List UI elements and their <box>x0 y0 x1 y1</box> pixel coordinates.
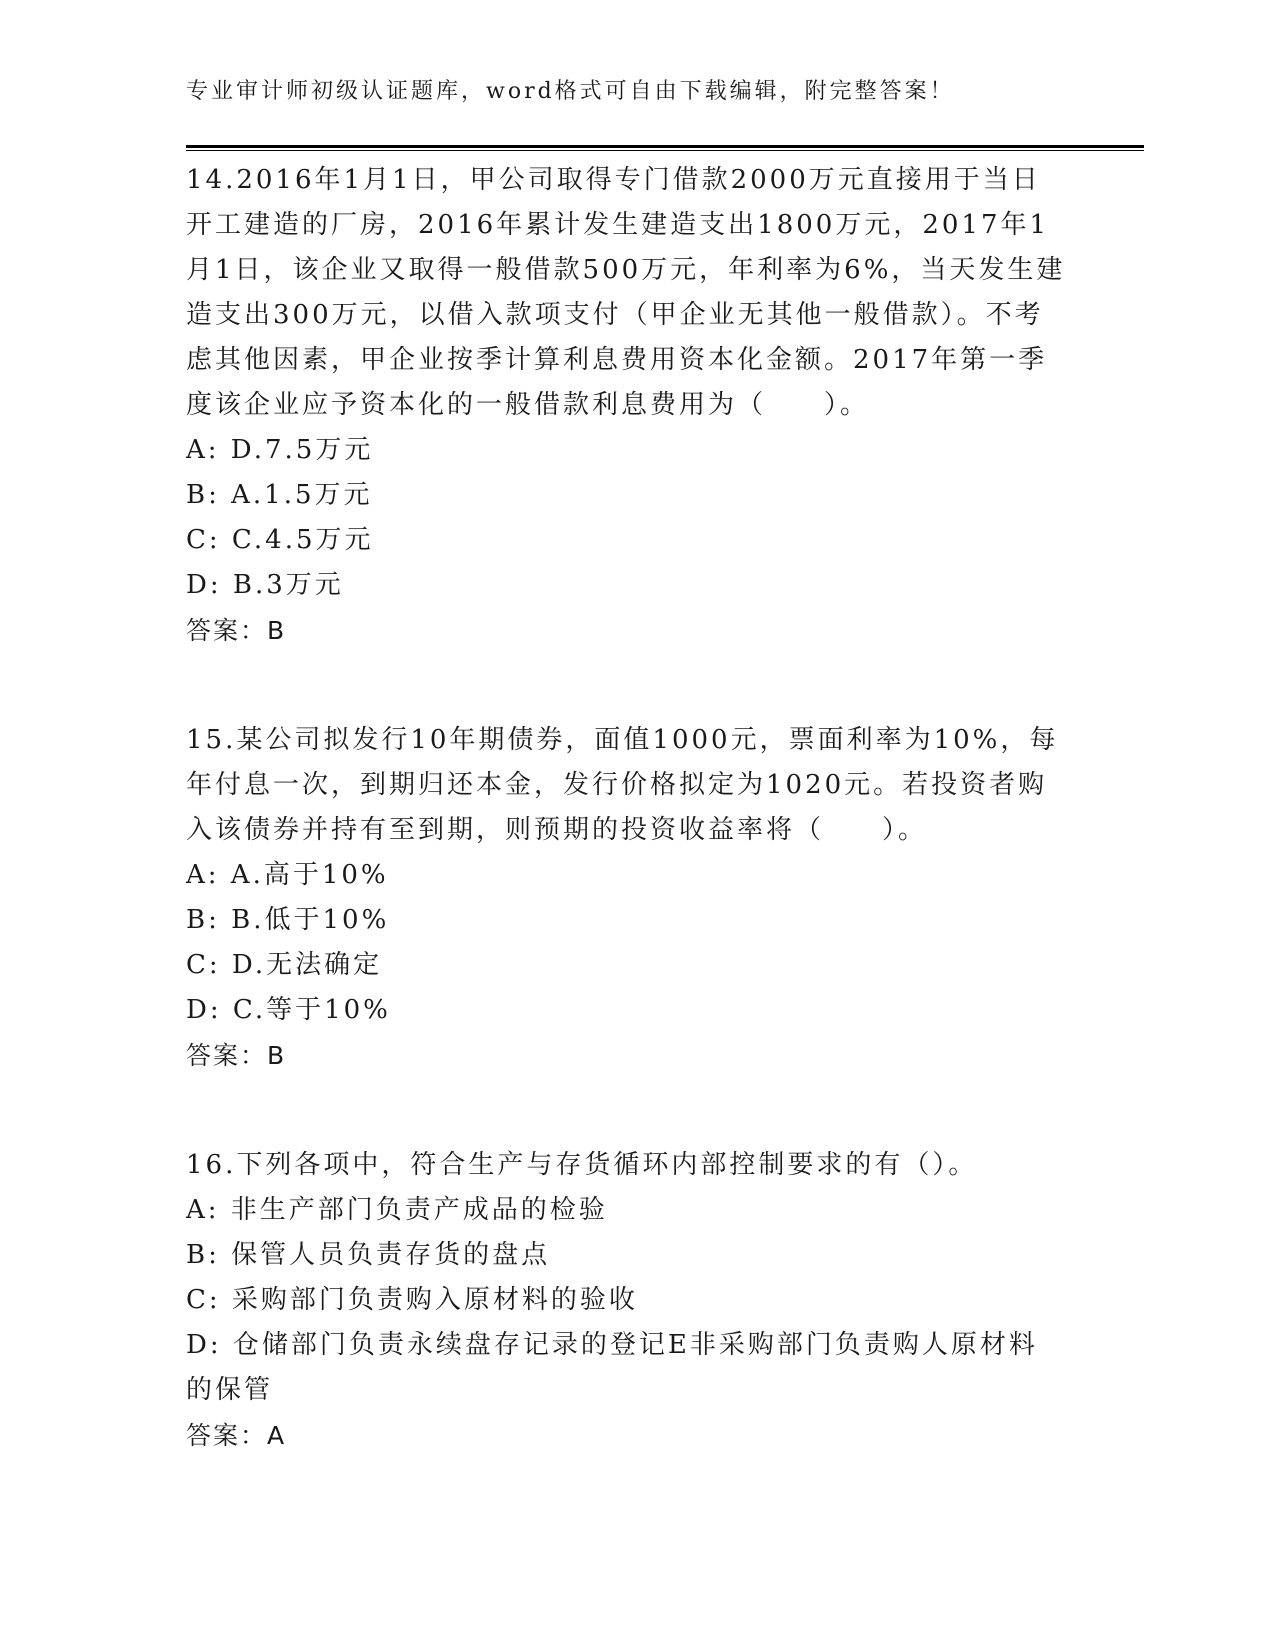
question-spacer <box>186 1078 1066 1143</box>
header-rule-thick <box>186 145 1144 148</box>
header-rule-thin <box>186 150 1144 151</box>
option-a: A: 非生产部门负责产成品的检验 <box>186 1195 608 1225</box>
question-text: 16.下列各项中，符合生产与存货循环内部控制要求的有（）。 <box>186 1150 978 1180</box>
option-b: B: A.1.5万元 <box>186 480 373 510</box>
option-b: B: 保管人员负责存货的盘点 <box>186 1240 551 1270</box>
option-d: D: B.3万元 <box>186 570 344 600</box>
option-a: A: A.高于10% <box>186 860 389 890</box>
question-list <box>186 158 1066 1458</box>
answer: 答案：A <box>186 1421 287 1450</box>
question-16 <box>186 1143 1066 1458</box>
option-c: C: C.4.5万元 <box>186 525 374 555</box>
option-c: C: D.无法确定 <box>186 950 383 980</box>
answer: 答案：B <box>186 1041 287 1070</box>
option-c: C: 采购部门负责购入原材料的验收 <box>186 1285 638 1315</box>
question-text: 14.2016年1月1日，甲公司取得专门借款2000万元直接用于当日开工建造的厂房，2016年累计发生建造支出1800万元，2017年1月1日，该企业又取得一般借款500万元，年利率为6%，当天发生建造支出300万元，以借入款项支付（甲企业无其他一般借款）。不考虑其他因素，甲企业按季计算利息费用资本化金额。2017年第一季度该企业应予资本化的一般借款利息费用为（ ）。 <box>186 165 1066 420</box>
option-d: D: 仓储部门负责永续盘存记录的登记E非采购部门负责购人原材料的保管 <box>186 1330 1038 1405</box>
question-14 <box>186 158 1066 653</box>
page-header: 专业审计师初级认证题库，word格式可自由下载编辑，附完整答案！ <box>186 79 955 104</box>
answer: 答案：B <box>186 616 287 645</box>
question-spacer <box>186 653 1066 718</box>
option-d: D: C.等于10% <box>186 995 391 1025</box>
question-text: 15.某公司拟发行10年期债券，面值1000元，票面利率为10%，每年付息一次，到期归还本金，发行价格拟定为1020元。若投资者购入该债券并持有至到期，则预期的投资收益率将（ ）。 <box>186 725 1059 845</box>
option-b: B: B.低于10% <box>186 905 390 935</box>
question-15 <box>186 718 1066 1078</box>
option-a: A: D.7.5万元 <box>186 435 374 465</box>
